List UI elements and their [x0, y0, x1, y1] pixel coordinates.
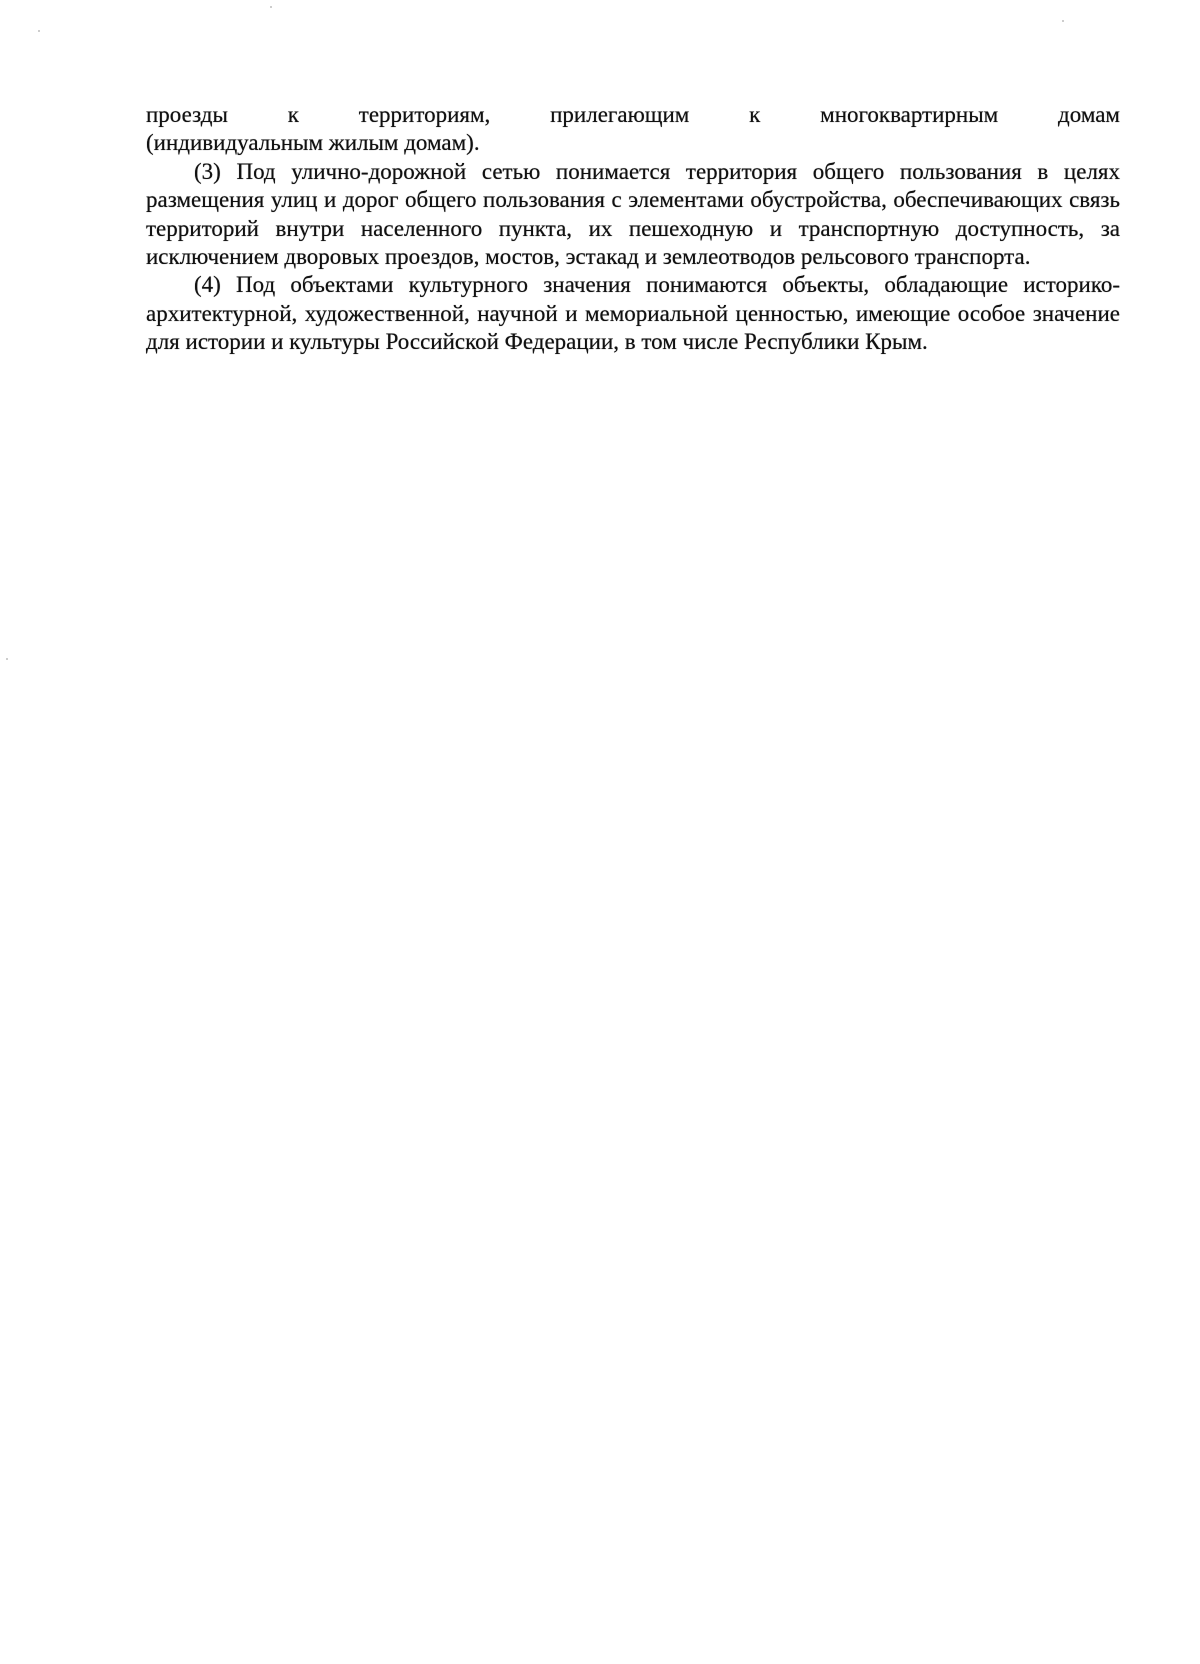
scan-speck — [38, 30, 40, 32]
continuation-line-1: проезды к территориям, прилегающим к многоквартирным домам — [146, 102, 1120, 127]
scan-speck — [6, 658, 8, 660]
continuation-line-2: (индивидуальным жилым домам). — [146, 130, 480, 156]
paragraph-4: (4) Под объектами культурного значения понимаются объекты, обладающие историко-архитектурной, художественной, научной и мемориальной ценностью, имеющие особое значение для истории и культуры Российской Федерации, в том числе Республики Крым. — [146, 272, 1120, 355]
document-body — [146, 101, 1120, 357]
scan-speck — [1062, 20, 1064, 22]
scan-speck — [270, 6, 272, 8]
paragraph-3: (3) Под улично-дорожной сетью понимается территория общего пользования в целях размещения улиц и дорог общего пользования с элементами обустройства, обеспечивающих связь территорий внутри населенного пункта, их пешеходную и транспортную доступность, за исключением дворовых проездов, мостов, эстакад и землеотводов рельсового транспорта. — [146, 158, 1120, 270]
